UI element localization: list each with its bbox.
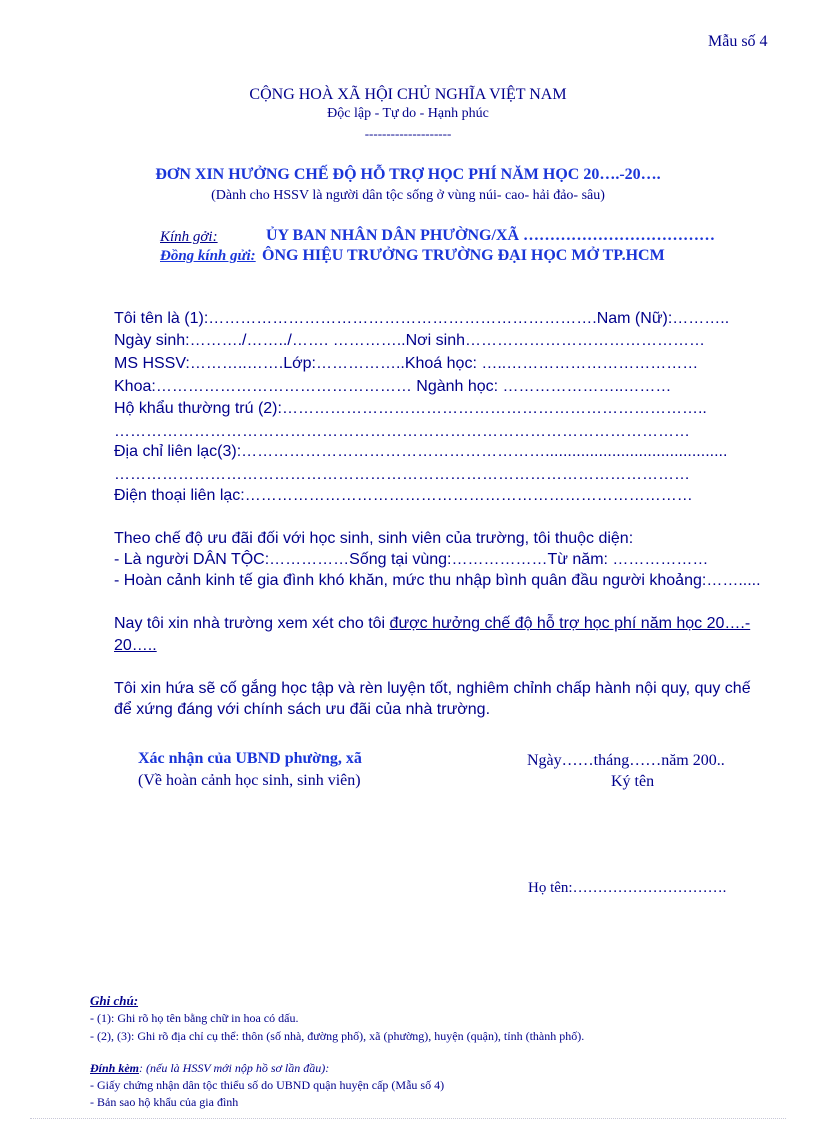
note-item-1: - (1): Ghi rõ họ tên bằng chữ in hoa có dấu. [90,1011,299,1025]
ubnd-confirm-title: Xác nhận của UBND phường, xã [138,750,362,767]
signer-name-line: Họ tên:…………………………. [528,880,727,896]
promise-line2: để xứng đáng với chính sách ưu đãi của nhà trường. [114,701,491,718]
field-phone: Điện thoại liên lạc:………………………………………………………………………… [114,487,693,504]
ubnd-confirm-sub: (Về hoàn cảnh học sinh, sinh viên) [138,772,361,789]
to-value: ỦY BAN NHÂN DÂN PHƯỜNG/XÃ ……………………………… [266,227,716,244]
field-name: Tôi tên là (1):……………………………………………………………….Nam (Nữ):……….. [114,310,730,327]
field-birth: Ngày sinh:………./……../……. …………..Nơi sinh……………………………………… [114,332,705,349]
attachment-item-1: - Giấy chứng nhận dân tộc thiểu số do UBND quận huyện cấp (Mẫu số 4) [90,1078,445,1092]
notes-title: Ghi chú: [90,993,139,1008]
attachments-condition: : (nếu là HSSV mới nộp hồ sơ lần đầu): [139,1061,330,1075]
field-contact-cont: ……………………………………………………………………………………………… [114,466,690,483]
policy-ethnic: - Là người DÂN TỘC:……………Sống tại vùng:………………Từ năm: ……………… [114,551,709,568]
field-residence: Hộ khẩu thường trú (2):…………………………………………………………………….. [114,400,707,417]
nation-header: CỘNG HOÀ XÃ HỘI CHỦ NGHĨA VIỆT NAM [249,86,567,103]
request-line2: 20….. [114,637,157,654]
cc-label: Đồng kính gửi: [160,248,256,264]
promise-line1: Tôi xin hứa sẽ cố gắng học tập và rèn luyện tốt, nghiêm chỉnh chấp hành nội quy, quy chế [114,680,751,697]
sign-label: Ký tên [611,773,655,790]
header-separator: -------------------- [364,126,452,141]
motto: Độc lập - Tự do - Hạnh phúc [327,106,489,121]
field-contact-address: Địa chỉ liên lạc(3):…………………………………………………......................................... [114,443,728,460]
policy-intro: Theo chế độ ưu đãi đối với học sinh, sinh viên của trường, tôi thuộc diện: [114,530,634,547]
request-underlined: được hưởng chế độ hỗ trợ học phí năm học 20….- [389,615,751,632]
to-label: Kính gởi: [160,229,218,245]
form-number: Mẫu số 4 [708,33,768,50]
note-item-2: - (2), (3): Ghi rõ địa chỉ cụ thể: thôn (số nhà, đường phố), xã (phường), huyện (quận), tỉnh (thành phố). [90,1029,585,1043]
field-residence-cont: ……………………………………………………………………………………………… [114,423,690,440]
cc-value: ÔNG HIỆU TRƯỞNG TRƯỜNG ĐẠI HỌC MỞ TP.HCM [262,247,665,264]
request-prefix: Nay tôi xin nhà trường xem xét cho tôi [114,615,390,632]
sign-date: Ngày……tháng……năm 200.. [527,752,725,769]
document-title: ĐƠN XIN HƯỞNG CHẾ ĐỘ HỖ TRỢ HỌC PHÍ NĂM HỌC 20….-20…. [155,166,661,183]
request-line1 [114,615,750,633]
attachments-heading [90,1061,329,1076]
document-subtitle: (Dành cho HSSV là người dân tộc sống ở vùng núi- cao- hải đảo- sâu) [211,188,605,203]
field-student-id: MS HSSV:………..…….Lớp:……………..Khoá học: …..……………………………… [114,355,699,372]
policy-hardship: - Hoàn cảnh kinh tế gia đình khó khăn, mức thu nhập bình quân đầu người khoảng:……..... [114,572,761,589]
attachment-item-2: - Bản sao hộ khẩu của gia đình [90,1095,239,1109]
attachments-title: Đính kèm [90,1061,140,1075]
field-faculty: Khoa:………………………………………… Ngành học: …………………..……… [114,378,672,395]
page-bottom-divider [30,1118,786,1119]
